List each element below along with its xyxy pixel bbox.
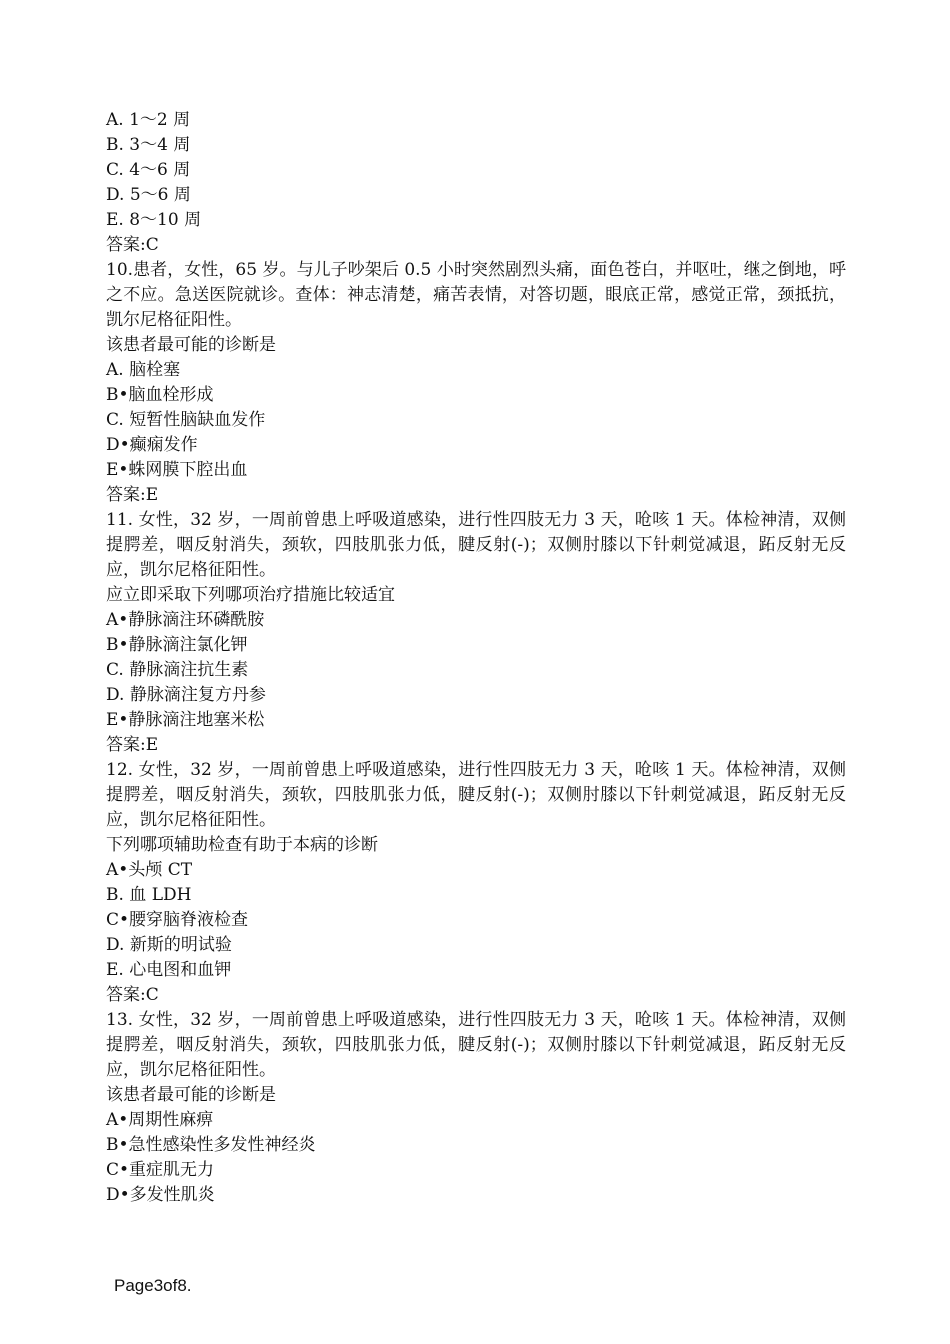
question-stem: 12. 女性，32 岁，一周前曾患上呼吸道感染，进行性四肢无力 3 天，呛咳 1 天。体检神清，双侧提腭差，咽反射消失，颈软，四肢肌张力低，腱反射(-)；双侧肘膝以下针刺觉减退，跖反射无反应，凯尔尼格征阳性。: [106, 760, 846, 830]
text-line: C. 4〜6 周: [106, 160, 191, 180]
text-line: 答案:C: [106, 235, 159, 255]
text-line: D. 新斯的明试验: [106, 935, 232, 955]
text-line: E•蛛网膜下腔出血: [106, 460, 248, 480]
text-line: B•急性感染性多发性神经炎: [106, 1135, 316, 1155]
text-line: A•周期性麻痹: [106, 1110, 214, 1130]
text-line: 该患者最可能的诊断是: [106, 335, 276, 355]
text-line: B•脑血栓形成: [106, 385, 214, 405]
text-line: B. 血 LDH: [106, 885, 192, 905]
text-line: D•癫痫发作: [106, 435, 198, 455]
text-line: C. 短暂性脑缺血发作: [106, 410, 266, 430]
text-line: A. 脑栓塞: [106, 360, 181, 380]
text-line: 该患者最可能的诊断是: [106, 1085, 276, 1105]
text-line: A•静脉滴注环磷酰胺: [106, 610, 265, 630]
text-line: 答案:E: [106, 735, 159, 755]
text-line: 答案:E: [106, 485, 159, 505]
question-stem: 11. 女性，32 岁，一周前曾患上呼吸道感染，进行性四肢无力 3 天，呛咳 1 天。体检神清，双侧提腭差，咽反射消失，颈软，四肢肌张力低，腱反射(-)；双侧肘膝以下针刺觉减退，跖反射无反应，凯尔尼格征阳性。: [106, 510, 846, 580]
text-line: B•静脉滴注氯化钾: [106, 635, 248, 655]
text-line: E•静脉滴注地塞米松: [106, 710, 265, 730]
text-line: 答案:C: [106, 985, 159, 1005]
text-line: B. 3〜4 周: [106, 135, 191, 155]
page-body: [106, 108, 846, 1208]
text-line: C. 静脉滴注抗生素: [106, 660, 249, 680]
text-line: 应立即采取下列哪项治疗措施比较适宜: [106, 585, 395, 605]
question-stem: 10.患者，女性，65 岁。与儿子吵架后 0.5 小时突然剧烈头痛，面色苍白，并呕吐，继之倒地，呼之不应。急送医院就诊。查体：神志清楚，痛苦表情，对答切题，眼底正常，感觉正常，颈抵抗，凯尔尼格征阳性。: [106, 260, 846, 330]
question-stem: 13. 女性，32 岁，一周前曾患上呼吸道感染，进行性四肢无力 3 天，呛咳 1 天。体检神清，双侧提腭差，咽反射消失，颈软，四肢肌张力低，腱反射(-)；双侧肘膝以下针刺觉减退，跖反射无反应，凯尔尼格征阳性。: [106, 1010, 846, 1080]
text-line: E. 8〜10 周: [106, 210, 202, 230]
text-line: D. 5〜6 周: [106, 185, 191, 205]
text-line: D•多发性肌炎: [106, 1185, 215, 1205]
text-line: 下列哪项辅助检查有助于本病的诊断: [106, 835, 378, 855]
text-line: C•重症肌无力: [106, 1160, 215, 1180]
page-footer: Page3of8.: [114, 1276, 192, 1295]
text-line: E. 心电图和血钾: [106, 960, 232, 980]
text-line: A. 1〜2 周: [106, 110, 191, 130]
text-line: A•头颅 CT: [106, 860, 193, 880]
text-line: D. 静脉滴注复方丹参: [106, 685, 266, 705]
text-line: C•腰穿脑脊液检查: [106, 910, 249, 930]
